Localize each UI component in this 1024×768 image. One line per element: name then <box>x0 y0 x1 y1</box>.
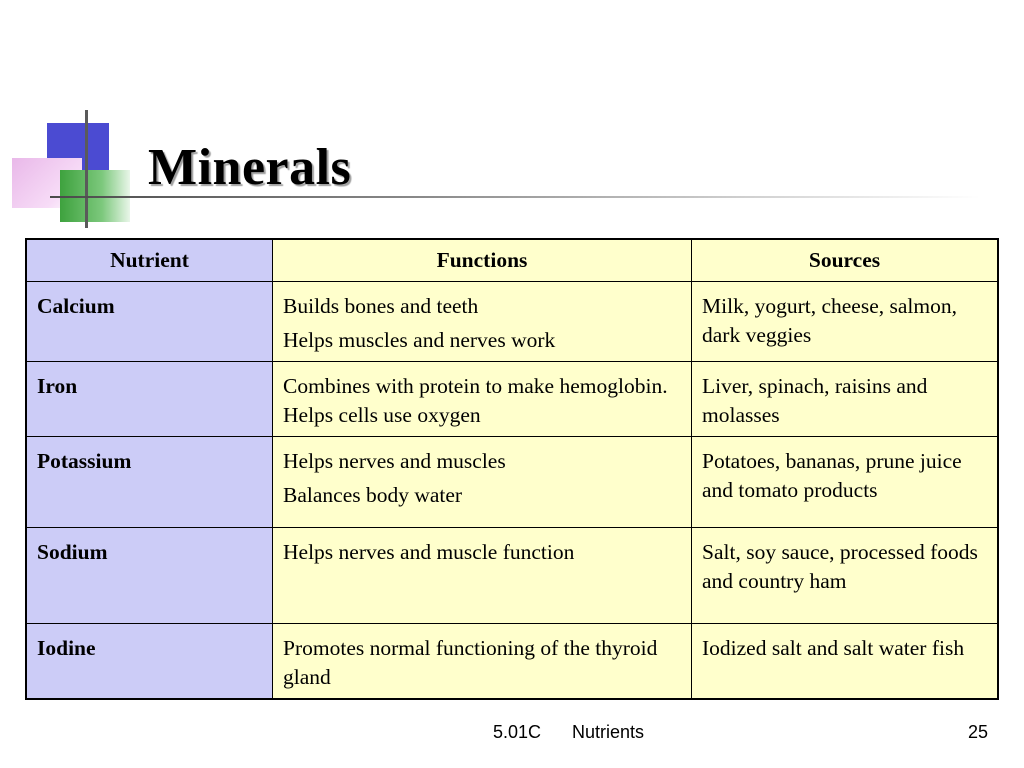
nutrient-cell: Iron <box>26 362 273 437</box>
table-row <box>26 528 998 624</box>
footer-code: 5.01C <box>493 722 542 742</box>
function-line: Builds bones and teeth <box>283 294 479 318</box>
functions-cell: Combines with protein to make hemoglobin. Helps cells use oxygen <box>273 362 692 437</box>
header-sources: Sources <box>692 239 999 282</box>
sources-cell: Milk, yogurt, cheese, salmon, dark veggies <box>692 282 999 362</box>
table-row <box>26 437 998 528</box>
sources-cell: Liver, spinach, raisins and molasses <box>692 362 999 437</box>
functions-cell: Promotes normal functioning of the thyroid gland <box>273 624 692 700</box>
functions-cell <box>273 437 692 528</box>
sources-cell: Salt, soy sauce, processed foods and country ham <box>692 528 999 624</box>
nutrient-cell: Sodium <box>26 528 273 624</box>
function-line: Helps muscles and nerves work <box>283 328 556 352</box>
nutrient-cell: Iodine <box>26 624 273 700</box>
table-row <box>26 362 998 437</box>
sources-cell: Iodized salt and salt water fish <box>692 624 999 700</box>
function-line: Balances body water <box>283 483 463 507</box>
table-row <box>26 282 998 362</box>
nutrient-cell: Calcium <box>26 282 273 362</box>
nutrient-cell: Potassium <box>26 437 273 528</box>
function-line: Helps nerves and muscles <box>283 449 506 473</box>
functions-cell <box>273 282 692 362</box>
functions-cell: Helps nerves and muscle function <box>273 528 692 624</box>
header-functions: Functions <box>273 239 692 282</box>
footer-title: Nutrients <box>572 722 645 742</box>
table-row <box>26 624 998 700</box>
table-header-row <box>26 239 998 282</box>
decor-vertical-line <box>85 110 88 228</box>
page-number: 25 <box>968 722 989 742</box>
sources-cell: Potatoes, bananas, prune juice and tomato products <box>692 437 999 528</box>
header-nutrient: Nutrient <box>26 239 273 282</box>
minerals-table <box>25 238 999 700</box>
slide-title: Minerals <box>148 139 352 196</box>
